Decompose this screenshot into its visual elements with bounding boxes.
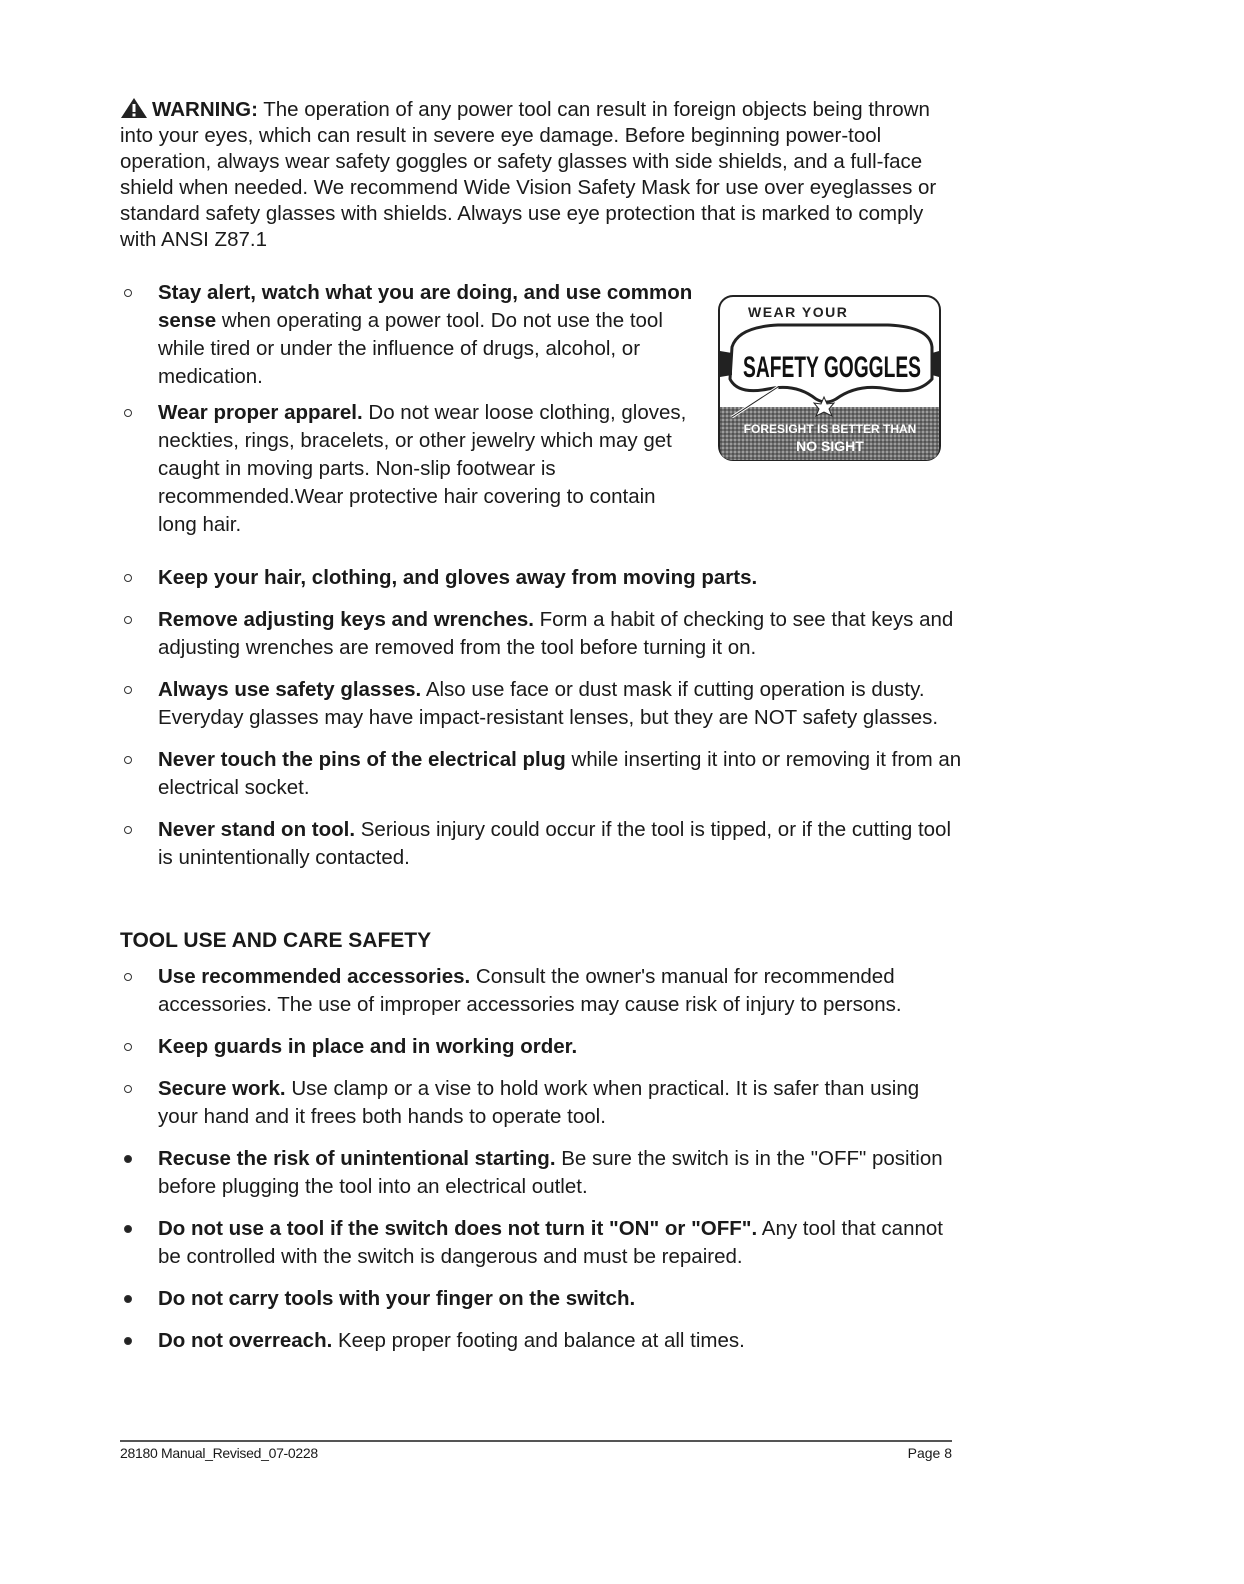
- item-text: Form a habit of checking to see that keys and adjusting wrenches are removed from the tool before turning it on.: [158, 608, 954, 659]
- list-item: [120, 399, 700, 539]
- badge-top-text: WEAR YOUR: [748, 304, 849, 320]
- item-bold: Do not use a tool if the switch does not turn it "ON" or "OFF".: [158, 1217, 758, 1240]
- list-item: [120, 1145, 962, 1201]
- item-bold: Secure work.: [158, 1077, 286, 1100]
- list-item: [120, 816, 962, 872]
- item-text: Be sure the switch is in the "OFF" position before plugging the tool into an electrical outlet.: [158, 1147, 943, 1198]
- bullet-icon: [124, 973, 132, 981]
- item-bold: Never touch the pins of the electrical plug: [158, 748, 566, 771]
- warning-text: The operation of any power tool can result in foreign objects being thrown into your eyes, which can result in severe eye damage. Before beginning power-tool operation, always wear safety goggles or safety glasses with side shields, and a full-face shield when needed. We recommend Wide Vision Safety Mask for use over eyeglasses or standard safety glasses with shields. Always use eye protection that is marked to comply with ANSI Z87.1: [120, 98, 937, 251]
- personal-safety-list: [120, 279, 700, 539]
- list-item: [120, 1327, 962, 1355]
- item-text: Also use face or dust mask if cutting operation is dusty. Everyday glasses may have impact-resistant lenses, but they are NOT safety glasses.: [158, 678, 939, 729]
- bullet-icon: [124, 574, 132, 582]
- item-bold: Recuse the risk of unintentional starting.: [158, 1147, 556, 1170]
- list-item: [120, 606, 962, 662]
- list-item: [120, 1215, 962, 1271]
- badge-bottom-line1: FORESIGHT IS BETTER THAN: [743, 422, 917, 436]
- item-bold: Keep your hair, clothing, and gloves away from moving parts.: [158, 566, 758, 589]
- bullet-icon: [124, 1295, 132, 1303]
- item-text: Do not wear loose clothing, gloves, neckties, rings, bracelets, or other jewelry which may get caught in moving parts. Non-slip footwear is recommended.Wear protective hair covering to contain long hair.: [158, 401, 687, 536]
- item-bold: Never stand on tool.: [158, 818, 356, 841]
- list-item: [120, 1285, 962, 1313]
- bullet-icon: [124, 756, 132, 764]
- item-text: Serious injury could occur if the tool is tipped, or if the cutting tool is unintentionally contacted.: [158, 818, 952, 869]
- list-item: [120, 1075, 962, 1131]
- item-bold: Stay alert, watch what you are doing, and use common sense: [158, 281, 693, 332]
- list-item: [120, 963, 962, 1019]
- item-bold: Remove adjusting keys and wrenches.: [158, 608, 534, 631]
- bullet-icon: [124, 1043, 132, 1051]
- tool-use-list: [120, 963, 962, 1355]
- footer-divider: [120, 1440, 952, 1442]
- list-item: [120, 1033, 962, 1061]
- list-item: [120, 564, 962, 592]
- item-bold: Wear proper apparel.: [158, 401, 363, 424]
- item-text: Consult the owner's manual for recommended accessories. The use of improper accessories may cause risk of injury to persons.: [158, 965, 902, 1016]
- safety-goggles-badge: [718, 295, 941, 461]
- warning-triangle-icon: [120, 97, 148, 119]
- bullet-icon: [124, 1155, 132, 1163]
- item-bold: Do not overreach.: [158, 1329, 333, 1352]
- bullet-icon: [124, 826, 132, 834]
- bullet-icon: [124, 1225, 132, 1233]
- warning-paragraph: [120, 97, 960, 253]
- item-text: Any tool that cannot be controlled with the switch is dangerous and must be repaired.: [158, 1217, 943, 1268]
- item-text: while inserting it into or removing it from an electrical socket.: [158, 748, 962, 799]
- bullet-icon: [124, 1085, 132, 1093]
- footer-page-number: Page 8: [907, 1445, 952, 1461]
- bullet-icon: [124, 616, 132, 624]
- list-item: [120, 746, 962, 802]
- item-text: Keep proper footing and balance at all times.: [332, 1329, 745, 1352]
- section-heading: TOOL USE AND CARE SAFETY: [120, 929, 432, 952]
- bullet-icon: [124, 289, 132, 297]
- item-text: when operating a power tool. Do not use the tool while tired or under the influence of drugs, alcohol, or medication.: [158, 309, 663, 388]
- item-bold: Keep guards in place and in working order.: [158, 1035, 578, 1058]
- footer-doc-id: 28180 Manual_Revised_07-0228: [120, 1445, 318, 1461]
- item-text: Use clamp or a vise to hold work when practical. It is safer than using your hand and it frees both hands to operate tool.: [158, 1077, 920, 1128]
- list-item: [120, 279, 700, 391]
- bullet-icon: [124, 686, 132, 694]
- item-bold: Always use safety glasses.: [158, 678, 422, 701]
- general-safety-list: [120, 564, 962, 872]
- badge-bottom-line2: NO SIGHT: [796, 438, 864, 454]
- warning-label: WARNING:: [152, 98, 258, 121]
- item-bold: Use recommended accessories.: [158, 965, 471, 988]
- badge-main-text: SAFETY GOGGLES: [743, 351, 921, 384]
- item-bold: Do not carry tools with your finger on the switch.: [158, 1287, 636, 1310]
- bullet-icon: [124, 1337, 132, 1345]
- bullet-icon: [124, 409, 132, 417]
- list-item: [120, 676, 962, 732]
